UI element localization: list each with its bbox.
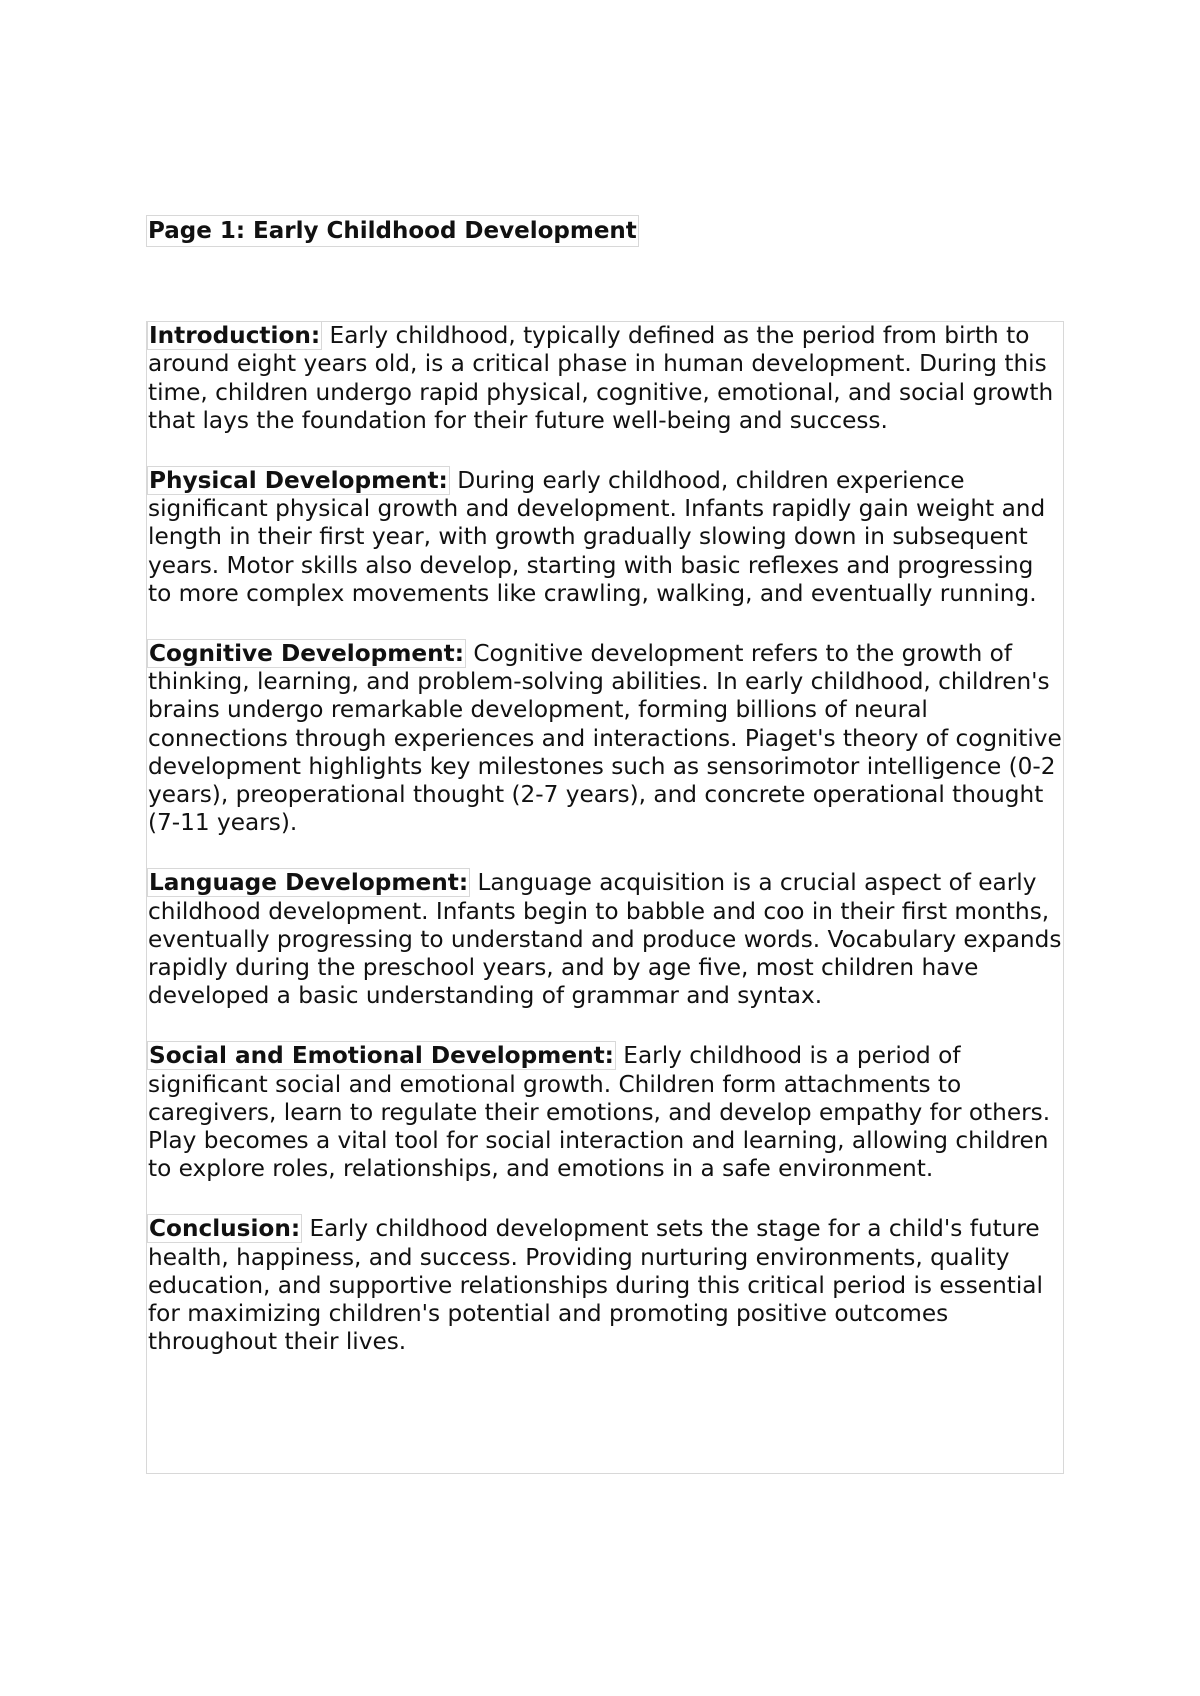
section-heading: Language Development:	[149, 869, 469, 897]
section-physical-development	[147, 467, 1063, 608]
section-heading: Social and Emotional Development:	[149, 1042, 614, 1070]
section-body: Early childhood development sets the stage for a child's future health, happiness, and success. Providing nurturing environments, quality education, and supportive relationships during this critical period is essential for maximizing children's potential and promoting positive outcomes throughout their lives.	[148, 1215, 1043, 1356]
section-body: Language acquisition is a crucial aspect of early childhood development. Infants begin to babble and coo in their first months, eventually progressing to understand and produce words. Vocabulary expands rapidly during the preschool years, and by age five, most children have developed a basic understanding of grammar and syntax.	[148, 869, 1062, 1010]
section-heading: Physical Development:	[149, 466, 448, 494]
page-title: Page 1: Early Childhood Development	[146, 215, 639, 247]
section-heading: Cognitive Development:	[149, 639, 464, 667]
section-body: Cognitive development refers to the growth of thinking, learning, and problem-solving abilities. In early childhood, children's brains undergo remarkable development, forming billions of neural connections through experiences and interactions. Piaget's theory of cognitive development highlights key milestones such as sensorimotor intelligence (0-2 years), preoperational thought (2-7 years), and concrete operational thought (7-11 years).	[148, 639, 1062, 837]
section-introduction	[147, 322, 1063, 435]
section-heading: Conclusion:	[149, 1215, 301, 1243]
document-body	[146, 321, 1064, 1474]
section-social-emotional-development	[147, 1042, 1063, 1183]
section-heading: Introduction:	[149, 322, 321, 349]
section-body: Early childhood, typically defined as the period from birth to around eight years old, is a critical phase in human development. During this time, children undergo rapid physical, cognitive, emotional, and social growth that lays the foundation for their future well-being and success.	[148, 322, 1054, 434]
section-language-development	[147, 869, 1063, 1010]
section-conclusion	[147, 1215, 1063, 1356]
section-body: Early childhood is a period of significant social and emotional growth. Children form attachments to caregivers, learn to regulate their emotions, and develop empathy for others. Play becomes a vital tool for social interaction and learning, allowing children to explore roles, relationships, and emotions in a safe environment.	[148, 1042, 1051, 1183]
section-cognitive-development	[147, 640, 1063, 838]
section-body: During early childhood, children experience significant physical growth and development. Infants rapidly gain weight and length in their first year, with growth gradually slowing down in subsequent years. Motor skills also develop, starting with basic reflexes and progressing to more complex movements like crawling, walking, and eventually running.	[148, 466, 1046, 607]
